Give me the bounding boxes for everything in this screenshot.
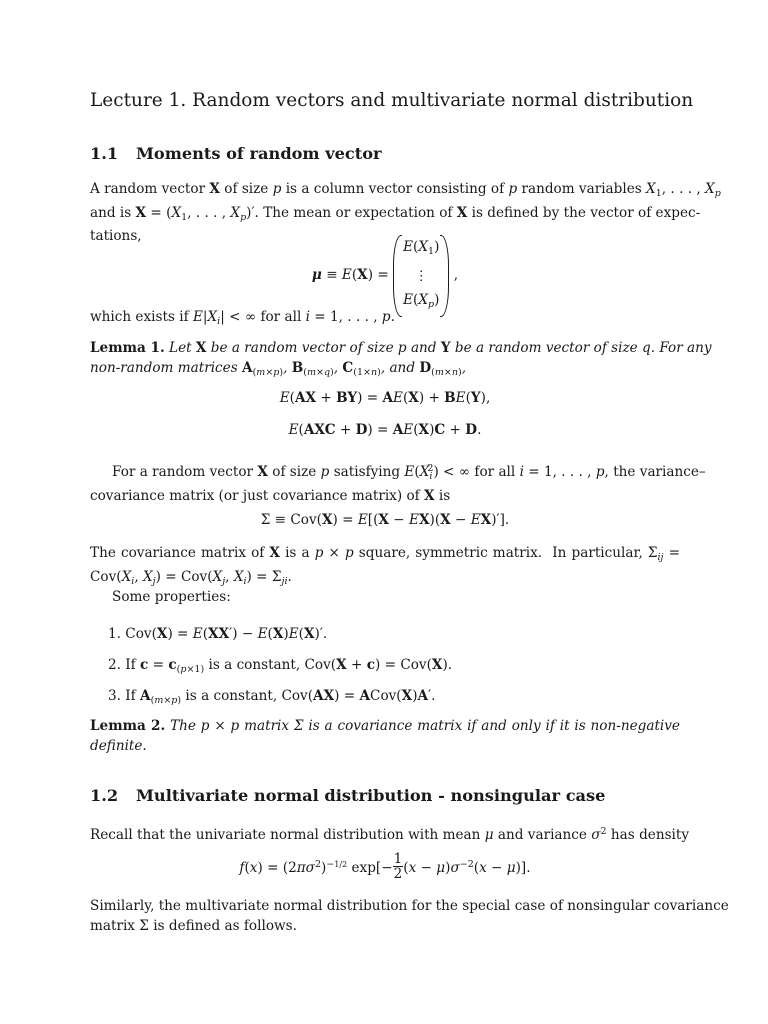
paragraph-symmetric: The covariance matrix of X is a p × p square, symmetric matrix. In particular, $\Sigma_{ij}$ = $Cov(X_i$, $X_j) = Cov(X_j$, $X_i) = \Sigma_{ji}$. (90, 545, 680, 587)
mean-vector-matrix: $E(X_1)$ ⋮ $E(X_p)$ (393, 235, 449, 317)
lemma-2: Lemma 2. The p × p matrix Σ is a covariance matrix if and only if it is non-negative definite. (90, 718, 680, 754)
section-number: 1.1 (90, 144, 119, 163)
lemma-2-label: Lemma 2. (90, 718, 166, 734)
section-number: 1.2 (90, 786, 119, 805)
section-title: Moments of random vector (136, 144, 382, 163)
paragraph-random-vector: A random vector X of size p is a column vector consisting of p random variables $X_1$, . . . , $X_p$ and is $X = (X_1$, . . . , $X_p)'$. The mean or expectation of X is defined by the vector of expec- tations, (90, 181, 721, 244)
properties-intro: Some properties: (112, 589, 231, 605)
section-heading-1-1 (90, 143, 680, 165)
equation-mean-vector: μ ≡ E(X) = $E(X_1)$ ⋮ $E(X_p)$ , (90, 235, 680, 317)
equation-univariate-density: $f(x) = (2\pi\sigma^2)^{-1/2}$ exp[− $\frac{1}{2}$ $(x - \mu)\sigma^{-2}(x - \mu)$]. (239, 851, 531, 882)
property-number: 1. (108, 626, 121, 642)
property-number: 2. (108, 657, 121, 673)
paragraph-covariance-intro: For a random vector X of size p satisfying $E(X_i^2)$ < ∞ for all i = 1, . . . , p, the variance– covariance matrix (or just covariance matrix) of X is (90, 463, 706, 504)
section-title: Multivariate normal distribution - nonsingular case (136, 786, 606, 805)
property-item: 3. If $A_{(m\times p)}$ is a constant, Cov(AX) = ACov(X)A′. (108, 688, 436, 706)
lemma-1: Lemma 1. Let X be a random vector of size p and Y be a random vector of size q. For any non-random matrices $A_{(m\times p)}$, $B_{(m\times q)}$, $C_{(1\times n)}$, and $D_{(m\times n)}$, (90, 340, 712, 378)
lecture-title: Lecture 1. Random vectors and multivariate normal distribution (90, 90, 694, 111)
equation-linearity-1: E(AX + BY) = AE(X) + BE(Y), (279, 390, 491, 406)
equation-linearity-2: E(AXC + D) = AE(X)C + D. (288, 422, 482, 438)
paragraph-univariate: Recall that the univariate normal distribution with mean μ and variance $\sigma^2$ has density (90, 826, 690, 843)
property-item: 1. Cov(X) = E(XX′) − E(X)E(X)′. (108, 626, 328, 642)
paragraph-multivariate: Similarly, the multivariate normal distribution for the special case of nonsingular covariance matrix Σ is defined as follows. (90, 898, 729, 934)
section-heading-1-2 (90, 785, 680, 807)
equation-covariance: Σ ≡ Cov(X) = E[(X − EX)(X − EX)′]. (260, 512, 510, 528)
lemma-1-label: Lemma 1. (90, 340, 165, 356)
paragraph-exists: which exists if $E|X_i|$ < ∞ for all i = 1, . . . , p. (90, 309, 395, 327)
fraction-one-half: $\frac{1}{2}$ (393, 851, 403, 882)
property-number: 3. (108, 688, 121, 704)
property-item: 2. If $c = c_{(p\times 1)}$ is a constant, Cov(X + c) = Cov(X). (108, 657, 453, 675)
